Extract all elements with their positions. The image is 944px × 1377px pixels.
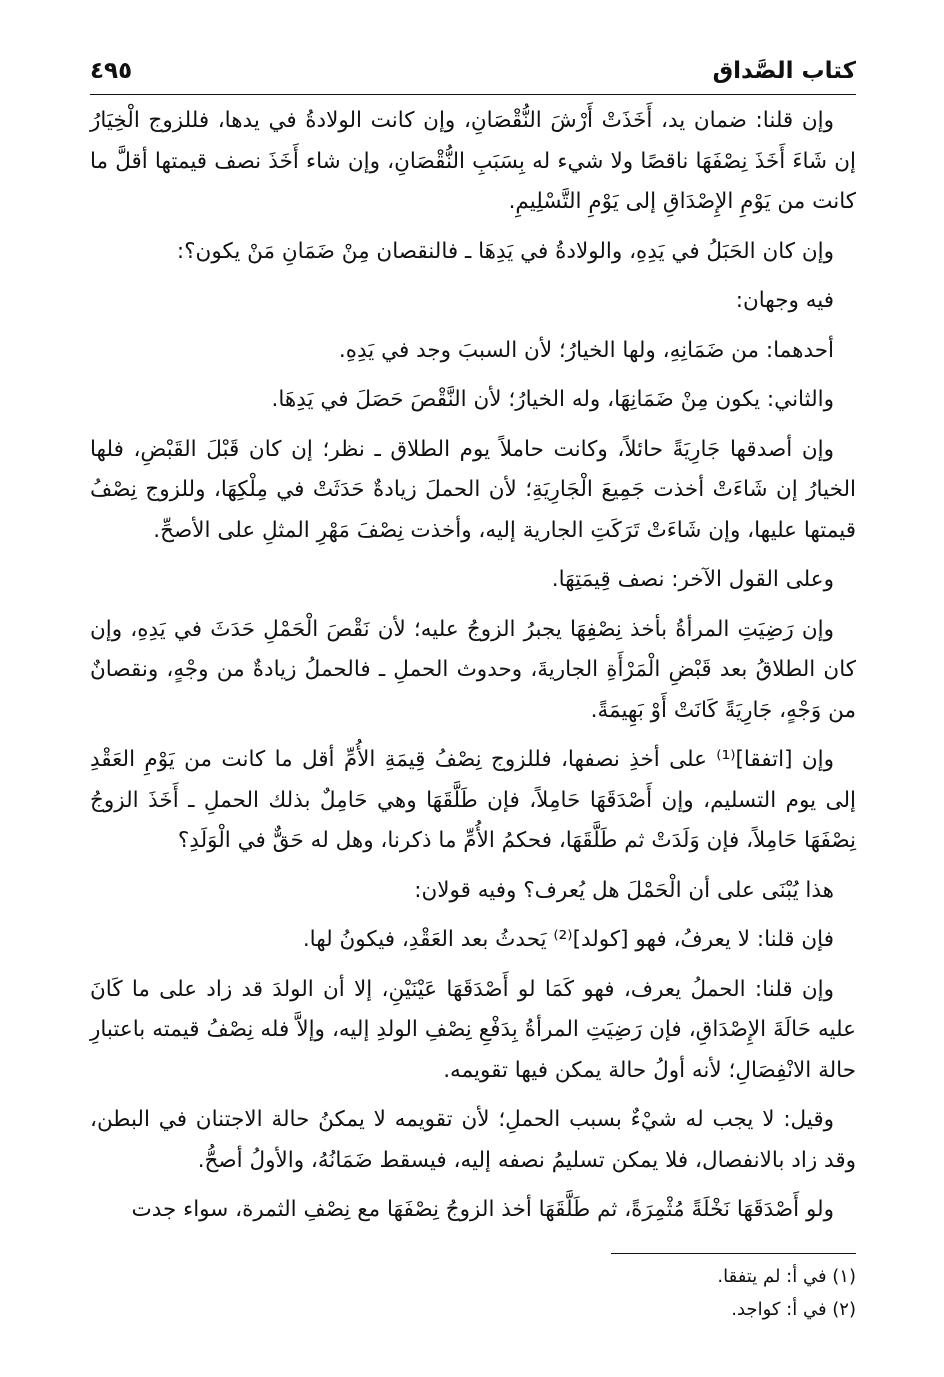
- paragraph: وقيل: لا يجب له شيْءٌ بسبب الحملِ؛ لأن تقويمه لا يمكنُ حالة الاجتنان في البطن، وقد زاد بالانفصال، فلا يمكن تسليمُ نصفه إليه، فيسقط ضَمَانُهُ، والأولُ أصحُّ.: [90, 1107, 856, 1173]
- paragraph: فيه وجهان:: [735, 288, 834, 313]
- chapter-title: كتاب الصَّداق: [712, 58, 856, 84]
- paragraph: وإن قلنا: ضمان يد، أَخَذَتْ أَرْشَ النُّقْصَانِ، وإن كانت الولادةُ في يدها، فللزوج الْخِيَارُ إن شَاءَ أَخَذَ نِصْفَهَا ناقصًا ولا شيء له بِسَبَبِ النُّقْصَانِ، وإن شاء أَخَذَ نصف قيمتها أقلَّ ما كانت من يَوْمِ الإِصْدَاقِ إلى يَوْمِ التَّسْلِيمِ.: [90, 108, 856, 214]
- footnote: (١) في أ: لم يتفقا.: [717, 1265, 856, 1287]
- paragraph: أحدهما: من ضَمَانِهِ، ولها الخيارُ؛ لأن السببَ وجد في يَدِهِ.: [338, 337, 834, 363]
- paragraph: وإن أصدقها جَارِيَةً حائلاً، وكانت حاملاً يوم الطلاق ـ نظر؛ إن كان قَبْلَ القَبْضِ، فلها الخيارُ إن شَاءَتْ أخذت جَمِيعَ الْجَارِيَةِ؛ لأن الحملَ زيادةٌ حَدَثَتْ في مِلْكِهَا، وللزوج نِصْفُ قيمتها عليها، وإن شَاءَتْ تَرَكَتِ الجارية إليه، وأخذت نِصْفَ مَهْرِ المثلِ على الأصحِّ.: [90, 436, 856, 543]
- main-text: [90, 101, 856, 1231]
- page-number: ٤٩٥: [90, 58, 133, 84]
- paragraph: وإن [اتفقا]⁽¹⁾ على أخذِ نصفها، فللزوج نِصْفُ قِيمَةِ الأُمِّ أقل ما كانت من يَوْمِ العَقْدِ إلى يوم التسليم، وإن أَصْدَقَهَا حَامِلاً، فإن طَلَّقَهَا وهي حَامِلٌ بذلك الحملِ ـ أَخَذَ الزوجُ نِصْفَهَا حَامِلاً، فإن وَلَدَتْ ثم طَلَّقَهَا، فحكمُ الأُمِّ ما ذكرنا، وهل له حَقٌّ في الْوَلَدِ؟: [90, 747, 856, 853]
- footnotes: [90, 1260, 856, 1326]
- paragraph: والثاني: يكون مِنْ ضَمَانِهَا، وله الخيارُ؛ لأن النَّقْصَ حَصَلَ في يَدِهَا.: [271, 387, 834, 412]
- paragraph: فإن قلنا: لا يعرفُ، فهو [كولد]⁽²⁾ يَحدثُ بعد العَقْدِ، فيكونُ لها.: [302, 927, 834, 952]
- paragraph: هذا يُبْنَى على أن الْحَمْلَ هل يُعرف؟ وفيه قولان:: [414, 877, 834, 903]
- paragraph: وإن رَضِيَتِ المرأةُ بأخذ نِصْفِهَا يجبرُ الزوجُ عليه؛ لأن نَقْصَ الْحَمْلِ حَدَثَ في يَدِهِ، وإن كان الطلاقُ بعد قَبْضِ الْمَرْأَةِ الجاريةَ، وحدوث الحملِ ـ فالحملُ زيادةٌ من وجْهٍ، ونقصانٌ من وَجْهٍ، جَارِيَةً كَانَتْ أَوْ بَهِيمَةً.: [90, 616, 856, 723]
- paragraph: ولو أَصْدَقَهَا نَخْلَةً مُثْمِرَةً، ثم طَلَّقَهَا أخذ الزوجُ نِصْفَهَا مع نِصْفِ الثمرة، سواء جدت: [131, 1197, 834, 1222]
- paragraph: وعلى القول الآخر: نصف قِيمَتِهَا.: [551, 567, 834, 592]
- footnote-separator: [611, 1253, 856, 1254]
- paragraph: وإن قلنا: الحملُ يعرف، فهو كَمَا لو أَصْدَقَهَا عَيْنَيْنِ، إلا أن الولدَ قد زاد على ما كَانَ عليه حَالَةَ الإِصْدَاقِ، فإن رَضِيَتِ المرأةُ بِدَفْعِ نِصْفِ الولدِ إليه، وإلاَّ فله نِصْفُ قيمته باعتبارِ حالة الانْفِصَالِ؛ لأنه أولُ حالة يمكن فيها تقويمه.: [90, 976, 856, 1083]
- footnote: (٢) في أ: كواجد.: [731, 1298, 856, 1320]
- running-header: [90, 48, 856, 95]
- paragraph: وإن كان الحَبَلُ في يَدِهِ، والولادةُ في يَدِهَا ـ فالنقصان مِنْ ضَمَانِ مَنْ يكون؟:: [176, 238, 834, 264]
